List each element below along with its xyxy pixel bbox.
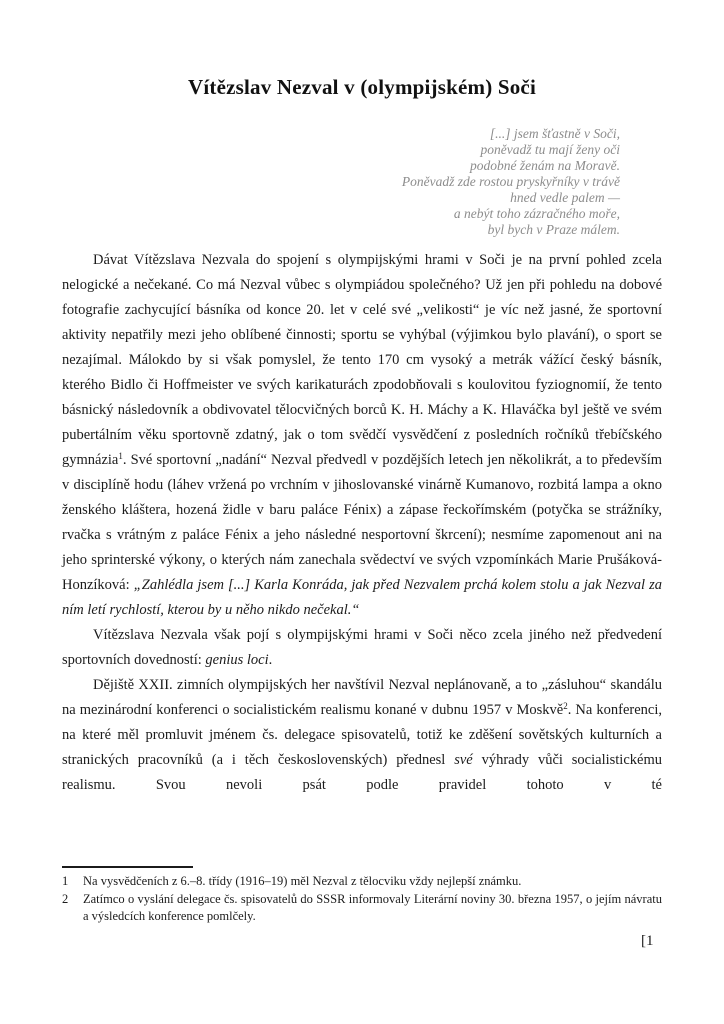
paragraph-3-text: výhrady vůči socialistickému realismu. Svou nevoli psát podle pravidel tohoto v té	[62, 752, 662, 793]
footnotes	[62, 866, 662, 926]
page-number: [1	[641, 933, 654, 949]
paragraph-3-text: . Na konferenci, na které měl promluvit jménem čs. delegace spisovatelů, totiž ke zděšení sovětských kulturních a stranických pracovníků (a i těch československých) přednesl	[62, 702, 662, 768]
epigraph-line: a nebýt toho zázračného moře,	[453, 206, 620, 221]
page-title: Vítězslav Nezval v (olympijském) Soči	[187, 75, 536, 100]
footnote-number: 2	[62, 891, 69, 906]
paragraph-3-italic: své	[454, 752, 473, 768]
epigraph-line: hned vedle palem —	[510, 190, 620, 205]
paragraph-1	[62, 248, 662, 623]
footnote-ref-1: 1	[118, 451, 123, 461]
paragraph-3-text: Dějiště XXII. zimních olympijských her navštívil Nezval neplánovaně, a to „zásluhou“ skandálu na mezinárodní konferenci o socialistickém realismu konané v dubnu 1957 v Moskvě	[62, 677, 662, 718]
epigraph-line: Poněvadž zde rostou pryskyřníky v trávě	[401, 174, 620, 189]
epigraph-line: podobné ženám na Moravě.	[470, 158, 620, 173]
epigraph-line: poněvadž tu mají ženy oči	[480, 142, 620, 157]
footnote-divider	[62, 866, 193, 868]
paragraph-2-italic: genius loci	[205, 652, 269, 668]
footnote-ref-2: 2	[563, 701, 568, 711]
paragraph-1-quote: „Zahlédla jsem [...] Karla Konráda, jak před Nezvalem prchá kolem stolu a jak Nezval za ním letí rychlostí, kterou by u něho nikdo nečekal.“	[62, 577, 662, 618]
paragraph-2-text: Vítězslava Nezvala však pojí s olympijskými hrami v Soči něco zcela jiného než předvedení sportovních dovedností:	[62, 627, 662, 668]
paragraph-2-text: .	[268, 652, 273, 668]
footnote-text: Na vysvědčeních z 6.–8. třídy (1916–19) měl Nezval z tělocviku vždy nejlepší známku.	[83, 874, 522, 888]
footnote-item	[62, 891, 662, 926]
epigraph-line: byl bych v Praze málem.	[487, 222, 620, 237]
paragraph-3	[62, 673, 662, 798]
body-text	[62, 248, 662, 798]
paragraph-1-text: Dávat Vítězslava Nezvala do spojení s olympijskými hrami v Soči je na první pohled zcela nelogické a nečekané. Co má Nezval vůbec s olympiádou společného? Už jen při pohledu na dobové fotografie zachycující básníka od konce 20. let v celé své „velikosti“ je víc než jasné, že sportovní aktivity nepatřily mezi jeho oblíbené činnosti; sportu se vyhýbal (výjimkou bylo plavání), o sport se nezajímal. Málokdo by si však pomyslel, že tento 170 cm vysoký a metrák vážící český básník, kterého Bidlo či Hoffmeister ve svých karikaturách zpodobňovali s koulovitou fyziognomií, že tento básnický následovník a obdivovatel tělocvičných borců K. H. Máchy a K. Hlaváčka byl ještě ve svém pubertálním věku sportovně zdatný, jak o tom svědčí vysvědčení z posledních ročníků třebíčského gymnázia	[62, 252, 662, 468]
epigraph	[62, 126, 620, 238]
footnote-item	[62, 873, 662, 891]
epigraph-line: [...] jsem šťastně v Soči,	[489, 126, 620, 141]
paragraph-2	[62, 623, 662, 673]
footnote-text: Zatímco o vyslání delegace čs. spisovatelů do SSSR informovaly Literární noviny 30. března 1957, o jejím návratu a výsledcích konference pomlčely.	[83, 891, 662, 923]
paragraph-1-text: . Své sportovní „nadání“ Nezval předvedl v pozdějších letech jen několikrát, a to především v disciplíně hodu (láhev vržená po vrchním v jihoslovanské vinárně Kumanovo, rozbitá lampa a okno ženského kláštera, hozená židle v baru paláce Fénix) a zápase řeckořímském (potyčka se strážníky, rvačka s vrátným z paláce Fénix a jeho následné nesportovní škrcení); nesmíme zapomenout ani na jeho sprinterské výkony, o kterých nám zanechala svědectví ve svých vzpomínkách Marie Prušáková-Honzíková:	[62, 452, 662, 593]
footnote-number: 1	[62, 874, 69, 888]
